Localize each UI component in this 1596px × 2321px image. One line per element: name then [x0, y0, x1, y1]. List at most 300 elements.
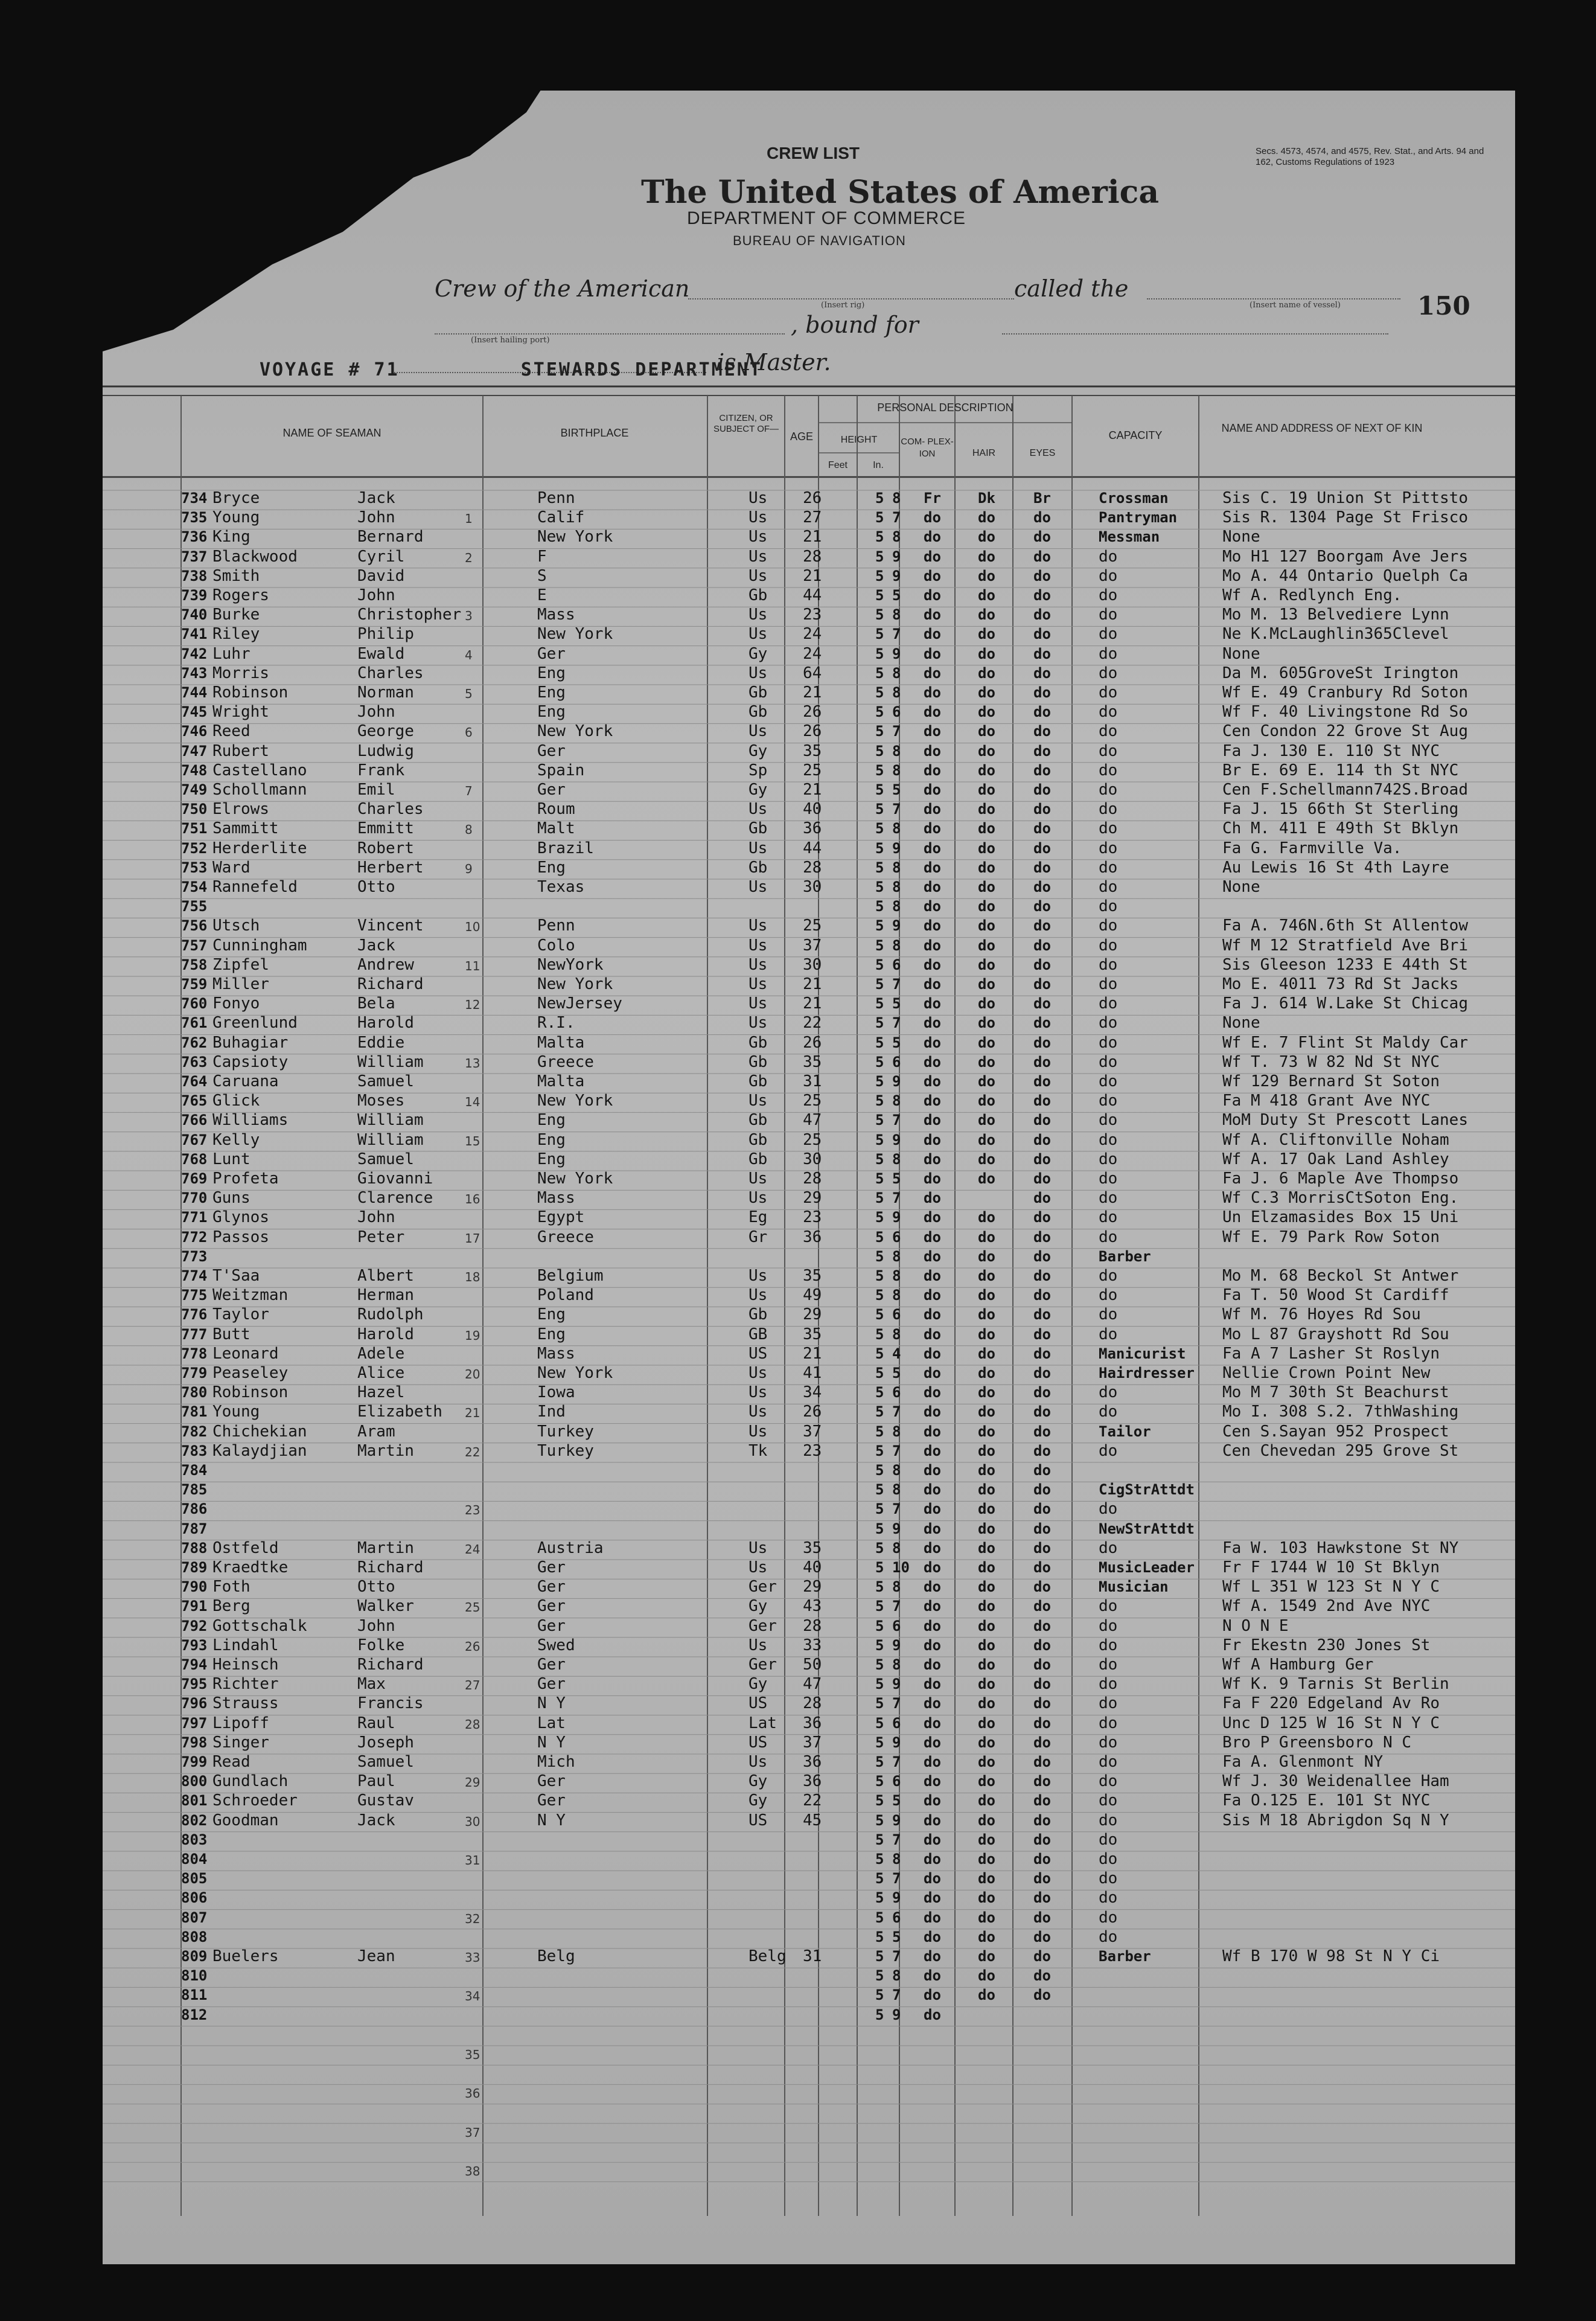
eyes: do — [1033, 742, 1051, 760]
hair: do — [978, 1150, 995, 1168]
hair: do — [978, 1986, 995, 2004]
hair: do — [978, 723, 995, 740]
seaman-surname: Greenlund — [212, 1014, 298, 1032]
header-age: AGE — [790, 431, 813, 443]
eyes: do — [1033, 801, 1051, 818]
birthplace: NewYork — [537, 955, 604, 974]
eyes: do — [1033, 548, 1051, 565]
complexion: do — [924, 1073, 941, 1090]
seaman-given-name: Jack — [357, 936, 395, 955]
capacity: do — [1099, 1325, 1118, 1343]
citizenship: Gb — [749, 703, 768, 722]
row-number: 785 — [181, 1481, 208, 1499]
height-feet: 5 — [875, 1189, 884, 1207]
hair: do — [978, 898, 995, 915]
capacity: do — [1099, 1830, 1118, 1849]
row-number: 790 — [181, 1578, 208, 1596]
header-next-of-kin: NAME AND ADDRESS OF NEXT OF KIN — [1221, 422, 1423, 434]
height-feet: 5 — [875, 1325, 884, 1343]
height-inches: 9 — [892, 1889, 901, 1907]
complexion: do — [924, 626, 941, 643]
hair: do — [978, 1636, 995, 1654]
birthplace: Calif — [537, 508, 585, 527]
citizenship: Sp — [749, 761, 768, 780]
form-line-number: 5 — [465, 687, 473, 701]
citizenship: Gy — [749, 644, 768, 663]
row-number: 761 — [181, 1014, 208, 1032]
birthplace: Belgium — [537, 1267, 604, 1285]
eyes: do — [1033, 1889, 1051, 1907]
birthplace: Spain — [537, 761, 585, 780]
next-of-kin: Cen S.Sayan 952 Prospect — [1222, 1422, 1449, 1441]
hair: do — [978, 548, 995, 565]
seaman-surname: Lunt — [212, 1150, 251, 1168]
capacity: do — [1099, 1228, 1118, 1246]
seaman-surname: Elrows — [212, 800, 269, 819]
row-number: 782 — [181, 1423, 208, 1440]
seaman-surname: Ward — [212, 858, 251, 877]
eyes: do — [1033, 1967, 1051, 1985]
header-hair: HAIR — [972, 448, 996, 458]
capacity: do — [1099, 1694, 1118, 1713]
seaman-surname: Smith — [212, 566, 260, 585]
form-line-number: 29 — [465, 1775, 480, 1790]
next-of-kin: Mo M 7 30th St Beachurst — [1222, 1383, 1449, 1402]
age: 24 — [803, 644, 822, 663]
complexion: do — [924, 1734, 941, 1751]
capacity: Hairdresser — [1099, 1365, 1195, 1381]
seaman-surname: Young — [212, 1403, 260, 1421]
citizenship: Us — [749, 1538, 768, 1557]
seaman-given-name: Otto — [357, 878, 395, 896]
complexion: do — [924, 742, 941, 760]
citizenship: US — [749, 1344, 768, 1363]
age: 41 — [803, 1364, 822, 1382]
height-inches: 6 — [892, 703, 901, 721]
row-number: 777 — [181, 1325, 208, 1343]
next-of-kin: Cen Chevedan 295 Grove St — [1222, 1441, 1459, 1460]
header-citizen: CITIZEN, OR SUBJECT OF— — [713, 413, 779, 434]
height-inches: 8 — [892, 1967, 901, 1985]
height-feet: 5 — [875, 936, 884, 954]
height-feet: 5 — [875, 509, 884, 527]
hair: do — [978, 1034, 995, 1051]
next-of-kin: Wf K. 9 Tarnis St Berlin — [1222, 1675, 1449, 1694]
next-of-kin: Fa J. 15 66th St Sterling — [1222, 800, 1459, 819]
eyes: do — [1033, 1714, 1051, 1732]
next-of-kin: Fa G. Farmville Va. — [1222, 839, 1402, 857]
citizenship: Us — [749, 917, 768, 935]
birthplace: Penn — [537, 489, 575, 507]
age: 22 — [803, 1791, 822, 1810]
citizenship: Gb — [749, 586, 768, 604]
height-feet: 5 — [875, 1345, 884, 1362]
hair: do — [978, 1403, 995, 1421]
form-line-number: 2 — [465, 550, 473, 565]
height-feet: 5 — [875, 1073, 884, 1090]
complexion: do — [924, 820, 941, 837]
eyes: do — [1033, 936, 1051, 954]
row-number: 771 — [181, 1209, 208, 1226]
next-of-kin: Wf J. 30 Weidenallee Ham — [1222, 1772, 1449, 1791]
row-number: 788 — [181, 1539, 208, 1557]
eyes: do — [1033, 1636, 1051, 1654]
capacity: do — [1099, 1597, 1118, 1616]
hair: do — [978, 761, 995, 779]
hair: do — [978, 1325, 995, 1343]
complexion: do — [924, 956, 941, 973]
seaman-surname: Heinsch — [212, 1656, 279, 1674]
next-of-kin: Wf L 351 W 123 St N Y C — [1222, 1578, 1440, 1596]
age: 34 — [803, 1383, 822, 1402]
birthplace: Penn — [537, 917, 575, 935]
seaman-given-name: Peter — [357, 1228, 405, 1246]
next-of-kin: Bro P Greensboro N C — [1222, 1733, 1412, 1752]
capacity: do — [1099, 858, 1118, 877]
birthplace: Mass — [537, 1344, 575, 1363]
citizenship: Gb — [749, 1052, 768, 1071]
age: 28 — [803, 1170, 822, 1188]
height-feet: 5 — [875, 1520, 884, 1537]
seaman-given-name: Harold — [357, 1325, 414, 1343]
birthplace: Eng — [537, 683, 566, 702]
citizenship: Us — [749, 1092, 768, 1110]
hair: do — [978, 1811, 995, 1829]
birthplace: Roum — [537, 800, 575, 819]
seaman-given-name: Albert — [357, 1267, 414, 1285]
eyes: do — [1033, 1734, 1051, 1751]
eyes: do — [1033, 664, 1051, 682]
hair: do — [978, 1714, 995, 1732]
age: 45 — [803, 1811, 822, 1830]
age: 44 — [803, 839, 822, 857]
seaman-given-name: Frank — [357, 761, 405, 780]
eyes: do — [1033, 1014, 1051, 1032]
eyes: do — [1033, 1598, 1051, 1615]
birthplace: Eng — [537, 1305, 566, 1324]
eyes: do — [1033, 781, 1051, 798]
height-feet: 5 — [875, 645, 884, 662]
row-number: 810 — [181, 1967, 208, 1985]
eyes: do — [1033, 567, 1051, 584]
citizenship: Us — [749, 1558, 768, 1577]
citizenship: Us — [749, 994, 768, 1013]
height-inches: 8 — [892, 1539, 901, 1557]
eyes: do — [1033, 1189, 1051, 1207]
eyes: do — [1033, 1617, 1051, 1634]
row-number: 780 — [181, 1384, 208, 1401]
hair: do — [978, 1423, 995, 1440]
complexion: do — [924, 1053, 941, 1071]
header-complexion: COM- PLEX- ION — [901, 437, 954, 459]
row-number: 797 — [181, 1714, 208, 1732]
next-of-kin: Fa M 418 Grant Ave NYC — [1222, 1092, 1431, 1110]
next-of-kin: Mo L 87 Grayshott Rd Sou — [1222, 1325, 1449, 1343]
citizenship: Us — [749, 664, 768, 682]
row-number: 745 — [181, 703, 208, 721]
birthplace: Malta — [537, 1072, 585, 1090]
citizenship: US — [749, 1811, 768, 1830]
capacity: do — [1099, 1656, 1118, 1674]
citizenship: Gy — [749, 781, 768, 799]
birthplace: Ger — [537, 1772, 566, 1791]
height-inches: 8 — [892, 1287, 901, 1304]
hair: do — [978, 742, 995, 760]
capacity: do — [1099, 586, 1118, 604]
hair: do — [978, 645, 995, 662]
seaman-given-name: John — [357, 703, 395, 722]
height-feet: 5 — [875, 820, 884, 837]
hair: do — [978, 1617, 995, 1634]
row-number: 803 — [181, 1831, 208, 1848]
capacity: do — [1099, 1675, 1118, 1694]
height-feet: 5 — [875, 1131, 884, 1148]
row-number: 783 — [181, 1442, 208, 1459]
height-feet: 5 — [875, 1773, 884, 1790]
capacity: do — [1099, 741, 1118, 760]
birthplace: Poland — [537, 1286, 594, 1305]
age: 26 — [803, 1033, 822, 1052]
height-inches: 7 — [892, 1598, 901, 1615]
height-inches: 8 — [892, 898, 901, 915]
seaman-given-name: Ludwig — [357, 741, 414, 760]
age: 23 — [803, 1208, 822, 1227]
row-number: 766 — [181, 1112, 208, 1129]
birthplace: Eng — [537, 1325, 566, 1343]
department-heading: DEPARTMENT OF COMMERCE — [687, 208, 966, 228]
row-number: 812 — [181, 2006, 208, 2023]
row-number: 772 — [181, 1228, 208, 1246]
birthplace: New York — [537, 722, 613, 741]
height-inches: 7 — [892, 1870, 901, 1887]
height-inches: 9 — [892, 1636, 901, 1654]
height-inches: 7 — [892, 1112, 901, 1129]
capacity: do — [1099, 664, 1118, 682]
form-line-number: 28 — [465, 1717, 480, 1732]
row-number: 798 — [181, 1734, 208, 1751]
capacity: Crossman — [1099, 490, 1169, 507]
complexion: do — [924, 801, 941, 818]
next-of-kin: Ne K.McLaughlin365Clevel — [1222, 625, 1449, 644]
eyes: do — [1033, 1520, 1051, 1537]
height-inches: 8 — [892, 879, 901, 895]
height-feet: 5 — [875, 1928, 884, 1945]
row-number: 776 — [181, 1306, 208, 1324]
height-inches: 9 — [892, 2006, 901, 2023]
citizenship: Gy — [749, 1791, 768, 1810]
eyes: do — [1033, 1676, 1051, 1693]
eyes: do — [1033, 1656, 1051, 1673]
header-name: NAME OF SEAMAN — [282, 427, 381, 439]
birthplace: New York — [537, 625, 613, 644]
seaman-given-name: Max — [357, 1675, 386, 1694]
seaman-surname: Fonyo — [212, 994, 260, 1013]
next-of-kin: Mo E. 4011 73 Rd St Jacks — [1222, 975, 1459, 993]
height-feet: 5 — [875, 995, 884, 1013]
complexion: do — [924, 1287, 941, 1304]
citizenship: Us — [749, 1403, 768, 1421]
birthplace: F — [537, 547, 547, 566]
complexion: do — [924, 1928, 941, 1945]
seaman-given-name: Herbert — [357, 858, 424, 877]
height-feet: 5 — [875, 587, 884, 604]
seaman-given-name: Richard — [357, 975, 424, 993]
form-line-number: 32 — [465, 1911, 480, 1926]
height-inches: 8 — [892, 528, 901, 546]
height-feet: 5 — [875, 898, 884, 915]
eyes: do — [1033, 1131, 1051, 1148]
seaman-given-name: Bela — [357, 994, 395, 1013]
row-number: 735 — [181, 509, 208, 527]
seaman-given-name: Eddie — [357, 1033, 405, 1052]
row-number: 787 — [181, 1520, 208, 1537]
citizenship: US — [749, 1694, 768, 1713]
complexion: do — [924, 528, 941, 546]
capacity: do — [1099, 625, 1118, 644]
citizenship: Us — [749, 528, 768, 546]
height-inches: 8 — [892, 1656, 901, 1673]
height-inches: 6 — [892, 1714, 901, 1732]
height-feet: 5 — [875, 1228, 884, 1246]
capacity: do — [1099, 917, 1118, 935]
row-number: 806 — [181, 1889, 208, 1907]
age: 22 — [803, 1014, 822, 1032]
height-inches: 6 — [892, 1384, 901, 1401]
seaman-surname: Robinson — [212, 683, 289, 702]
eyes: do — [1033, 1073, 1051, 1090]
row-number: 755 — [181, 898, 208, 915]
row-number: 763 — [181, 1053, 208, 1071]
citizenship: Us — [749, 975, 768, 993]
age: 35 — [803, 1267, 822, 1285]
capacity: Barber — [1099, 1948, 1151, 1965]
height-feet: 5 — [875, 1598, 884, 1615]
eyes: do — [1033, 1403, 1051, 1421]
next-of-kin: Sis R. 1304 Page St Frisco — [1222, 508, 1468, 527]
height-inches: 8 — [892, 1851, 901, 1868]
form-line-number: 25 — [465, 1600, 480, 1615]
height-inches: 9 — [892, 1734, 901, 1751]
capacity: do — [1099, 1908, 1118, 1927]
height-feet: 5 — [875, 1753, 884, 1770]
capacity: MusicLeader — [1099, 1559, 1195, 1576]
eyes: do — [1033, 587, 1051, 604]
capacity: do — [1099, 606, 1118, 624]
next-of-kin: None — [1222, 878, 1260, 896]
complexion: do — [924, 781, 941, 798]
age: 21 — [803, 781, 822, 799]
citizenship: Gy — [749, 1675, 768, 1694]
height-feet: 5 — [875, 703, 884, 721]
complexion: do — [924, 1792, 941, 1810]
row-number: 809 — [181, 1948, 208, 1965]
hair: Dk — [978, 490, 995, 507]
row-number: 768 — [181, 1150, 208, 1168]
hair: do — [978, 606, 995, 624]
next-of-kin: Wf A. Cliftonville Noham — [1222, 1130, 1449, 1149]
birthplace: Malt — [537, 819, 575, 838]
form-line-number: 6 — [465, 725, 473, 740]
next-of-kin: Wf C.3 MorrisCtSoton Eng. — [1222, 1189, 1459, 1208]
age: 21 — [803, 528, 822, 546]
form-title: CREW LIST — [767, 144, 860, 162]
next-of-kin: Sis M 18 Abrigdon Sq N Y — [1222, 1811, 1449, 1830]
capacity: do — [1099, 1014, 1118, 1032]
complexion: do — [924, 1481, 941, 1499]
row-number: 781 — [181, 1403, 208, 1421]
seaman-given-name: Norman — [357, 683, 414, 702]
complexion: do — [924, 1131, 941, 1148]
height-inches: 10 — [892, 1559, 910, 1576]
citizenship: Gb — [749, 683, 768, 702]
height-inches: 8 — [892, 936, 901, 954]
form-line-number: 24 — [465, 1541, 480, 1557]
age: 30 — [803, 955, 822, 974]
row-number: 804 — [181, 1851, 208, 1868]
height-feet: 5 — [875, 1092, 884, 1110]
age: 33 — [803, 1636, 822, 1654]
height-feet: 5 — [875, 1287, 884, 1304]
header-eyes: EYES — [1029, 448, 1056, 458]
capacity: do — [1099, 683, 1118, 702]
age: 43 — [803, 1597, 822, 1616]
row-number: 765 — [181, 1092, 208, 1110]
height-feet: 5 — [875, 956, 884, 973]
seaman-given-name: Cyril — [357, 547, 405, 566]
complexion: do — [924, 723, 941, 740]
seaman-given-name: Samuel — [357, 1753, 414, 1771]
height-inches: 7 — [892, 723, 901, 740]
seaman-given-name: Robert — [357, 839, 414, 857]
age: 31 — [803, 1072, 822, 1090]
next-of-kin: Wf 129 Bernard St Soton — [1222, 1072, 1440, 1090]
seaman-surname: Herderlite — [212, 839, 307, 857]
capacity: do — [1099, 1889, 1118, 1907]
next-of-kin: None — [1222, 1014, 1260, 1032]
citizenship: Us — [749, 1383, 768, 1402]
seaman-surname: Buhagiar — [212, 1033, 289, 1052]
hair: do — [978, 1442, 995, 1459]
height-inches: 9 — [892, 645, 901, 662]
seaman-surname: Passos — [212, 1228, 269, 1246]
next-of-kin: Nellie Crown Point New — [1222, 1364, 1431, 1382]
citizenship: Us — [749, 955, 768, 974]
eyes: do — [1033, 723, 1051, 740]
height-inches: 8 — [892, 1150, 901, 1168]
eyes: do — [1033, 1928, 1051, 1945]
age: 27 — [803, 508, 822, 527]
voyage-number: VOYAGE # 71 — [260, 359, 400, 380]
capacity: do — [1099, 547, 1118, 566]
row-number: 792 — [181, 1617, 208, 1634]
height-inches: 9 — [892, 839, 901, 857]
next-of-kin: Cen F.Schellmann742S.Broad — [1222, 781, 1468, 799]
next-of-kin: N O N E — [1222, 1616, 1289, 1635]
age: 36 — [803, 1228, 822, 1246]
height-inches: 7 — [892, 1753, 901, 1770]
citizenship: Us — [749, 1286, 768, 1305]
height-inches: 9 — [892, 1811, 901, 1829]
height-inches: 7 — [892, 1986, 901, 2004]
birthplace: Greece — [537, 1228, 594, 1246]
seaman-surname: Zipfel — [212, 955, 269, 974]
next-of-kin: Ch M. 411 E 49th St Bklyn — [1222, 819, 1459, 838]
height-inches: 5 — [892, 587, 901, 604]
seaman-given-name: Andrew — [357, 955, 414, 974]
citizenship: Gr — [749, 1228, 768, 1246]
citizenship: Us — [749, 566, 768, 585]
birthplace: Mich — [537, 1753, 575, 1771]
